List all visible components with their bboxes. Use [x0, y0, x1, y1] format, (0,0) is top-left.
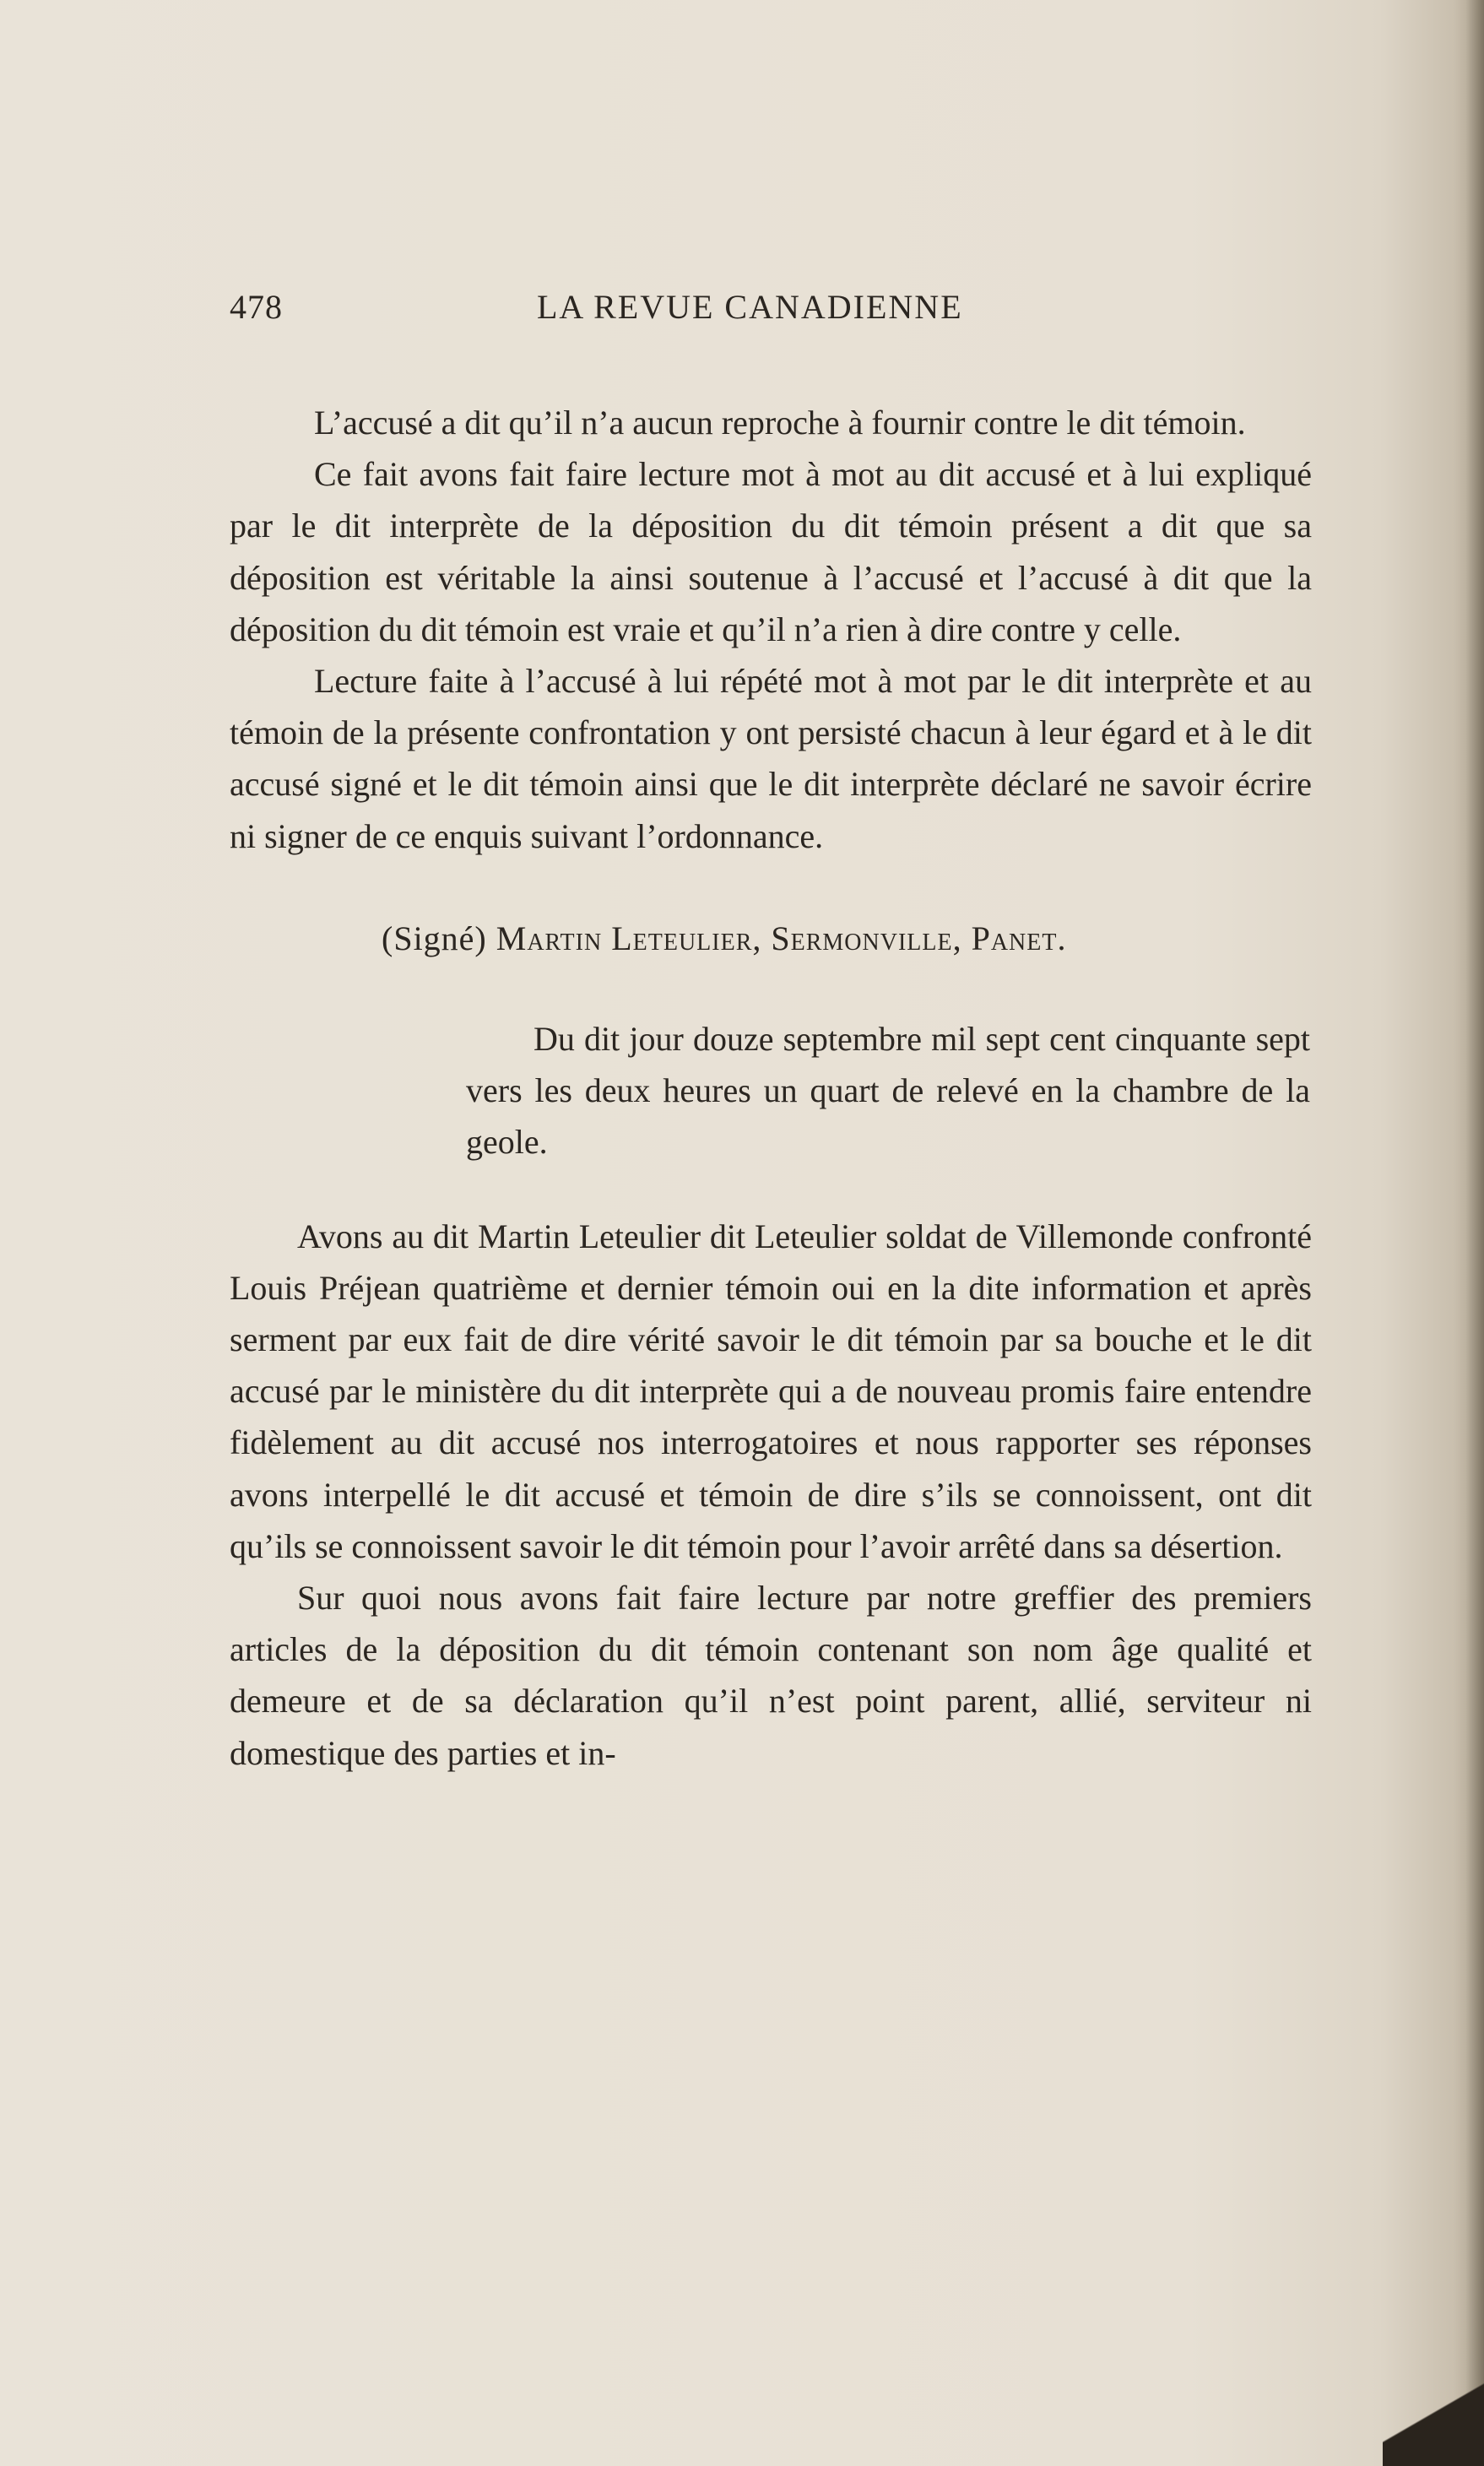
- dateline: Du dit jour douze septembre mil sept cent cinquante sept vers les deux heures un quart de relevé en la chambre de la geole.: [466, 1020, 1310, 1162]
- page-body: [230, 397, 1312, 1779]
- running-header: [230, 287, 1015, 338]
- running-title: LA REVUE CANADIENNE: [537, 288, 963, 326]
- signature-names: Martin Leteulier, Sermonville, Panet.: [496, 919, 1067, 957]
- signature-prefix: (Signé): [382, 919, 487, 957]
- paragraph: Sur quoi nous avons fait faire lecture par notre greffier des premiers articles de la déposition du dit témoin contenant son nom âge qualité et demeure et de sa déclaration qu’il n’est point parent, allié, serviteur ni domestique des parties et in-: [230, 1579, 1312, 1772]
- page-number: 478: [230, 288, 283, 326]
- paragraph: L’accusé a dit qu’il n’a aucun reproche à fournir contre le dit témoin.: [314, 404, 1246, 442]
- paragraph: Avons au dit Martin Leteulier dit Leteulier soldat de Villemonde confronté Louis Préjean quatrième et dernier témoin oui en la dite information et après serment par eux fait de dire vérité savoir le dit témoin par sa bouche et le dit accusé par le ministère du dit interprète qui a de nouveau promis faire entendre fidèlement au dit accusé nos interrogatoires et nous rapporter ses réponses avons interpellé le dit accusé et témoin de dire s’ils se connoissent, ont dit qu’ils se connoissent savoir le dit témoin pour l’avoir arrêté dans sa désertion.: [230, 1217, 1312, 1565]
- paragraph: Ce fait avons fait faire lecture mot à mot au dit accusé et à lui expliqué par le dit interprète de la déposition du dit témoin présent a dit que sa déposition est véritable la ainsi soutenue à l’accusé et l’accusé à dit que la déposition du dit témoin est vraie et qu’il n’a rien à dire contre y celle.: [230, 455, 1312, 648]
- paragraph: Lecture faite à l’accusé à lui répété mot à mot par le dit interprète et au témoin de la présente confrontation y ont persisté chacun à leur égard et à le dit accusé signé et le dit témoin ainsi que le dit interprète déclaré ne savoir écrire ni signer de ce enquis suivant l’ordonnance.: [230, 662, 1312, 855]
- signature-line: [382, 913, 1312, 964]
- page-corner-shadow: [1383, 2339, 1484, 2466]
- page-edge: [1465, 0, 1484, 2466]
